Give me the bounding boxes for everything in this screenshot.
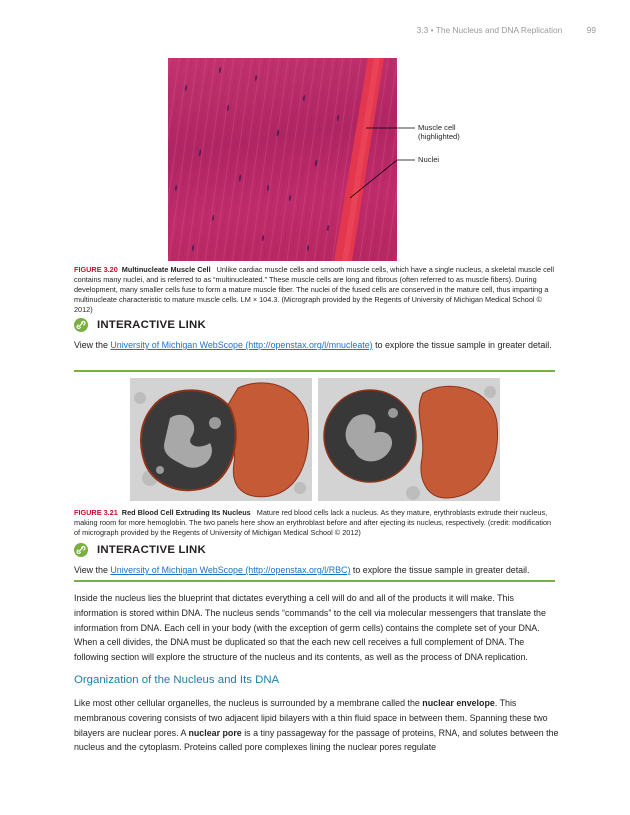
- p2-text-b: . This membranous covering consists of two adjacent lipid bilayers with a thin fluid space in between them. Spanning these two bilayers are nuclear pores. A: [74, 698, 548, 738]
- green-divider: [74, 580, 555, 582]
- erythroblast-panel-after: [318, 378, 500, 501]
- figure-3-20-caption: [74, 265, 558, 315]
- label-nuclei: Nuclei: [418, 155, 440, 164]
- interactive-link-heading: [74, 318, 206, 332]
- webscope-link-rbc[interactable]: University of Michigan WebScope (http://openstax.org/l/RBC): [110, 565, 351, 575]
- interactive-link-heading: [74, 543, 206, 557]
- body-paragraph-1: Inside the nucleus lies the blueprint that dictates everything a cell will do and all of the products it will make. This information is stored within DNA. The nucleus sends “commands” to the cell via molecular messengers that translate the information from DNA. Each cell in your body (with the exception of germ cells) contains the complete set of your DNA. When a cell divides, the DNA must be duplicated so that the each new cell receives a full complement of DNA. The following section will explore the structure of the nucleus and its contents, as well as the process of DNA replication.: [74, 593, 546, 663]
- label-muscle-cell-line1: Muscle cell: [418, 123, 456, 132]
- running-header: [417, 25, 596, 35]
- figure-caption-text: Unlike cardiac muscle cells and smooth muscle cells, which have a single nucleus, a skeletal muscle cell contains many nuclei, and is referred to as “multinucleated.” These muscle cells are long and fibrous (often referred to as muscle fibers). During development, many smaller cells fuse to form a mature muscle fiber. The nuclei of the fused cells are conserved in the mature cell, thus imparting a multinucleate characteristic to mature muscle cells. LM × 104.3. (Micrograph provided by the Regents of University of Michigan Medical School © 2012): [74, 265, 555, 314]
- body-paragraph-2: [74, 696, 560, 755]
- figure-number: FIGURE 3.21: [74, 508, 118, 517]
- erythroblast-after-art: [318, 378, 500, 501]
- key-term-nuclear-envelope: nuclear envelope: [422, 698, 495, 708]
- link-icon: [74, 543, 88, 557]
- section-heading: Organization of the Nucleus and Its DNA: [74, 674, 280, 686]
- figure-3-21-caption: [74, 508, 558, 538]
- green-divider: [74, 370, 555, 372]
- link-lead-text: View the: [74, 340, 111, 350]
- link-icon: [74, 318, 88, 332]
- erythroblast-panel-before: [130, 378, 312, 501]
- label-muscle-cell: [418, 123, 460, 141]
- figure-caption-text: Mature red blood cells lack a nucleus. As they mature, erythroblasts extrude their nucleus, making room for more hemoglobin. The two panels here show an erythroblast before and after ejecting its nucleus, respectively. (credit: modification of micrograph provided by the Regents of University of Michigan Medical School © 2012): [74, 508, 552, 537]
- p2-text-c: is a tiny passageway for the passage of proteins, RNA, and solutes between the nucleus and the cytoplasm. Proteins called pore complexes lining the nuclear pores regulate: [74, 727, 559, 753]
- page-number: 99: [586, 25, 596, 35]
- link-trail-text: to explore the tissue sample in greater detail.: [372, 340, 552, 350]
- figure-number: FIGURE 3.20: [74, 265, 118, 274]
- webscope-link-mnucleate[interactable]: University of Michigan WebScope (http://openstax.org/l/mnucleate): [110, 340, 373, 350]
- label-leader-lines: [397, 120, 417, 180]
- erythroblast-before-art: [130, 378, 312, 501]
- figure-title: Red Blood Cell Extruding Its Nucleus: [121, 508, 251, 517]
- p2-text-a: Like most other cellular organelles, the nucleus is surrounded by a membrane called the: [74, 698, 423, 708]
- interactive-link-title: INTERACTIVE LINK: [97, 319, 206, 331]
- interactive-link-text: [74, 563, 558, 578]
- interactive-link-title: INTERACTIVE LINK: [97, 544, 206, 556]
- muscle-micrograph: [168, 58, 397, 261]
- key-term-nuclear-pore: nuclear pore: [188, 727, 242, 738]
- figure-title: Multinucleate Muscle Cell: [121, 265, 211, 274]
- muscle-micrograph-art: [168, 58, 397, 261]
- interactive-link-text: [74, 338, 558, 353]
- section-title: 3.3 • The Nucleus and DNA Replication: [416, 25, 563, 35]
- link-lead-text: View the: [74, 565, 111, 575]
- label-muscle-cell-line2: (highlighted): [418, 132, 460, 141]
- link-trail-text: to explore the tissue sample in greater detail.: [350, 565, 530, 575]
